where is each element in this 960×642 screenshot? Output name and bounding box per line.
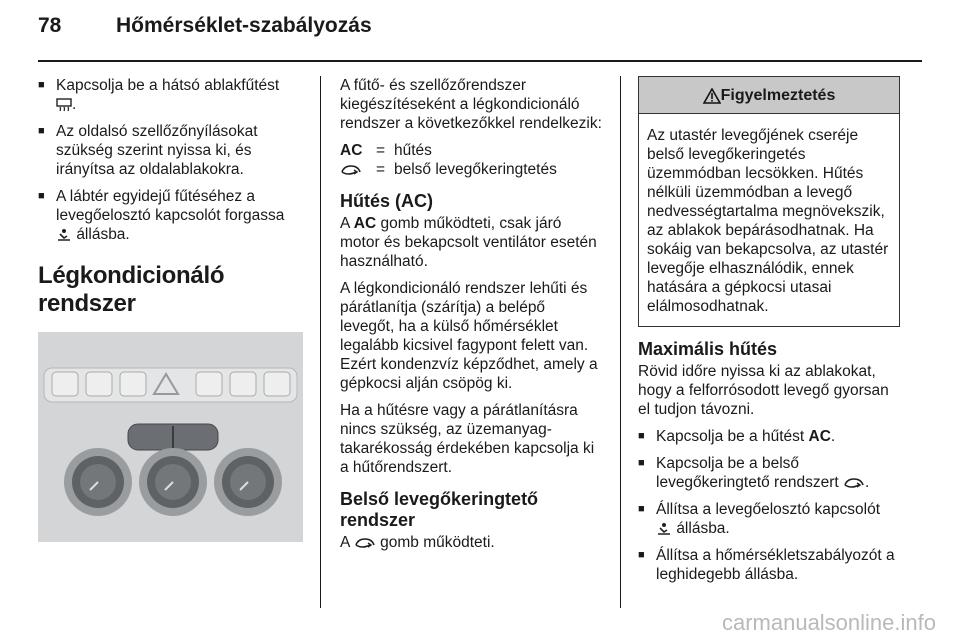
list-item: ■ Kapcsolja be a hátsó ablakfűtést .: [38, 76, 308, 114]
column-left: [38, 76, 308, 542]
floor-windscreen-icon: [656, 522, 672, 536]
list-item: ■ Kapcsolja be a hűtést AC.: [638, 427, 900, 446]
page-number: 78: [38, 14, 62, 37]
section-heading: Belső levegőkeringtető rendszer: [340, 489, 539, 530]
definition-row: AC = hűtés: [340, 142, 432, 159]
page-title: Hőmérséklet-szabályozás: [116, 14, 372, 37]
rear-defrost-icon: [56, 98, 72, 112]
watermark: carmanualsonline.info: [721, 610, 936, 635]
column-middle: [340, 76, 602, 560]
list-item: ■ A lábtér egyidejű fűtéséhez a levegőelosztó kapcsolót forgassa állásba.: [38, 187, 308, 244]
warning-triangle-icon: [703, 88, 721, 104]
paragraph: A gomb működteti.: [340, 534, 495, 551]
paragraph: Ha a hűtésre vagy a párátlanításra nincs szükség, az üzemanyag-takarékosság érdekében kapcsolja ki a hűtőrendszert.: [340, 402, 595, 476]
paragraph: A AC gomb működteti, csak járó motor és bekapcsolt ventilátor esetén használható.: [340, 215, 597, 270]
list-item: ■ Az oldalsó szellőzőnyílásokat szükség szerint nyissa ki, és irányítsa az oldalablakokra.: [38, 122, 308, 179]
warning-box: [638, 76, 900, 327]
list-item: ■ Állítsa a hőmérsékletszabályozót a leghidegebb állásba.: [638, 546, 900, 584]
column-divider: [620, 76, 621, 608]
floor-windscreen-icon: [56, 228, 72, 242]
column-divider: [320, 76, 321, 608]
section-heading: Maximális hűtés: [638, 339, 778, 359]
warning-header: Figyelmeztetés: [639, 77, 899, 114]
list-item: ■ Kapcsolja be a belső levegőkeringtető rendszert .: [638, 454, 900, 492]
list-item: ■ Állítsa a levegőelosztó kapcsolót állásba.: [638, 500, 900, 538]
paragraph: Rövid időre nyissa ki az ablakokat, hogy a felforrósodott levegő gyorsan el tudjon távozni.: [638, 363, 889, 418]
section-heading: Hűtés (AC): [340, 191, 433, 211]
ac-control-panel-photo: [38, 332, 303, 542]
paragraph: A légkondicionáló rendszer lehűti és párátlanítja (szárítja) a belépő levegőt, ha a külső hőmérséklet legalább kicsivel fagypont felett van. Ezért kondenzvíz képződhet, amely a gépkocsi alján csöpög ki.: [340, 280, 598, 392]
section-heading: Légkondicionáló rendszer: [38, 262, 225, 317]
recirculation-icon: [340, 164, 362, 176]
warning-body: Az utastér levegőjének cseréje belső levegőkeringetés üzemmódban lecsökken. Hűtés nélküli üzemmódban a levegő nedvességtartalma megnövekszik, az ablakok bepárásodhatnak. Ha sokáig van bekapcsolva, az utastér levegője elhasználódik, ennek hatására a gépkocsi utasai elálmosodhatnak.: [647, 127, 889, 315]
paragraph: A fűtő- és szellőzőrendszer kiegészítéseként a légkondicionáló rendszer a következőkkel rendelkezik:: [340, 77, 602, 132]
recirculation-icon: [354, 537, 376, 549]
definition-row: = belső levegőkeringtetés: [340, 160, 602, 179]
recirculation-icon: [843, 477, 865, 489]
page-header: [38, 14, 372, 38]
column-right: [638, 76, 900, 592]
header-rule: [38, 60, 922, 62]
